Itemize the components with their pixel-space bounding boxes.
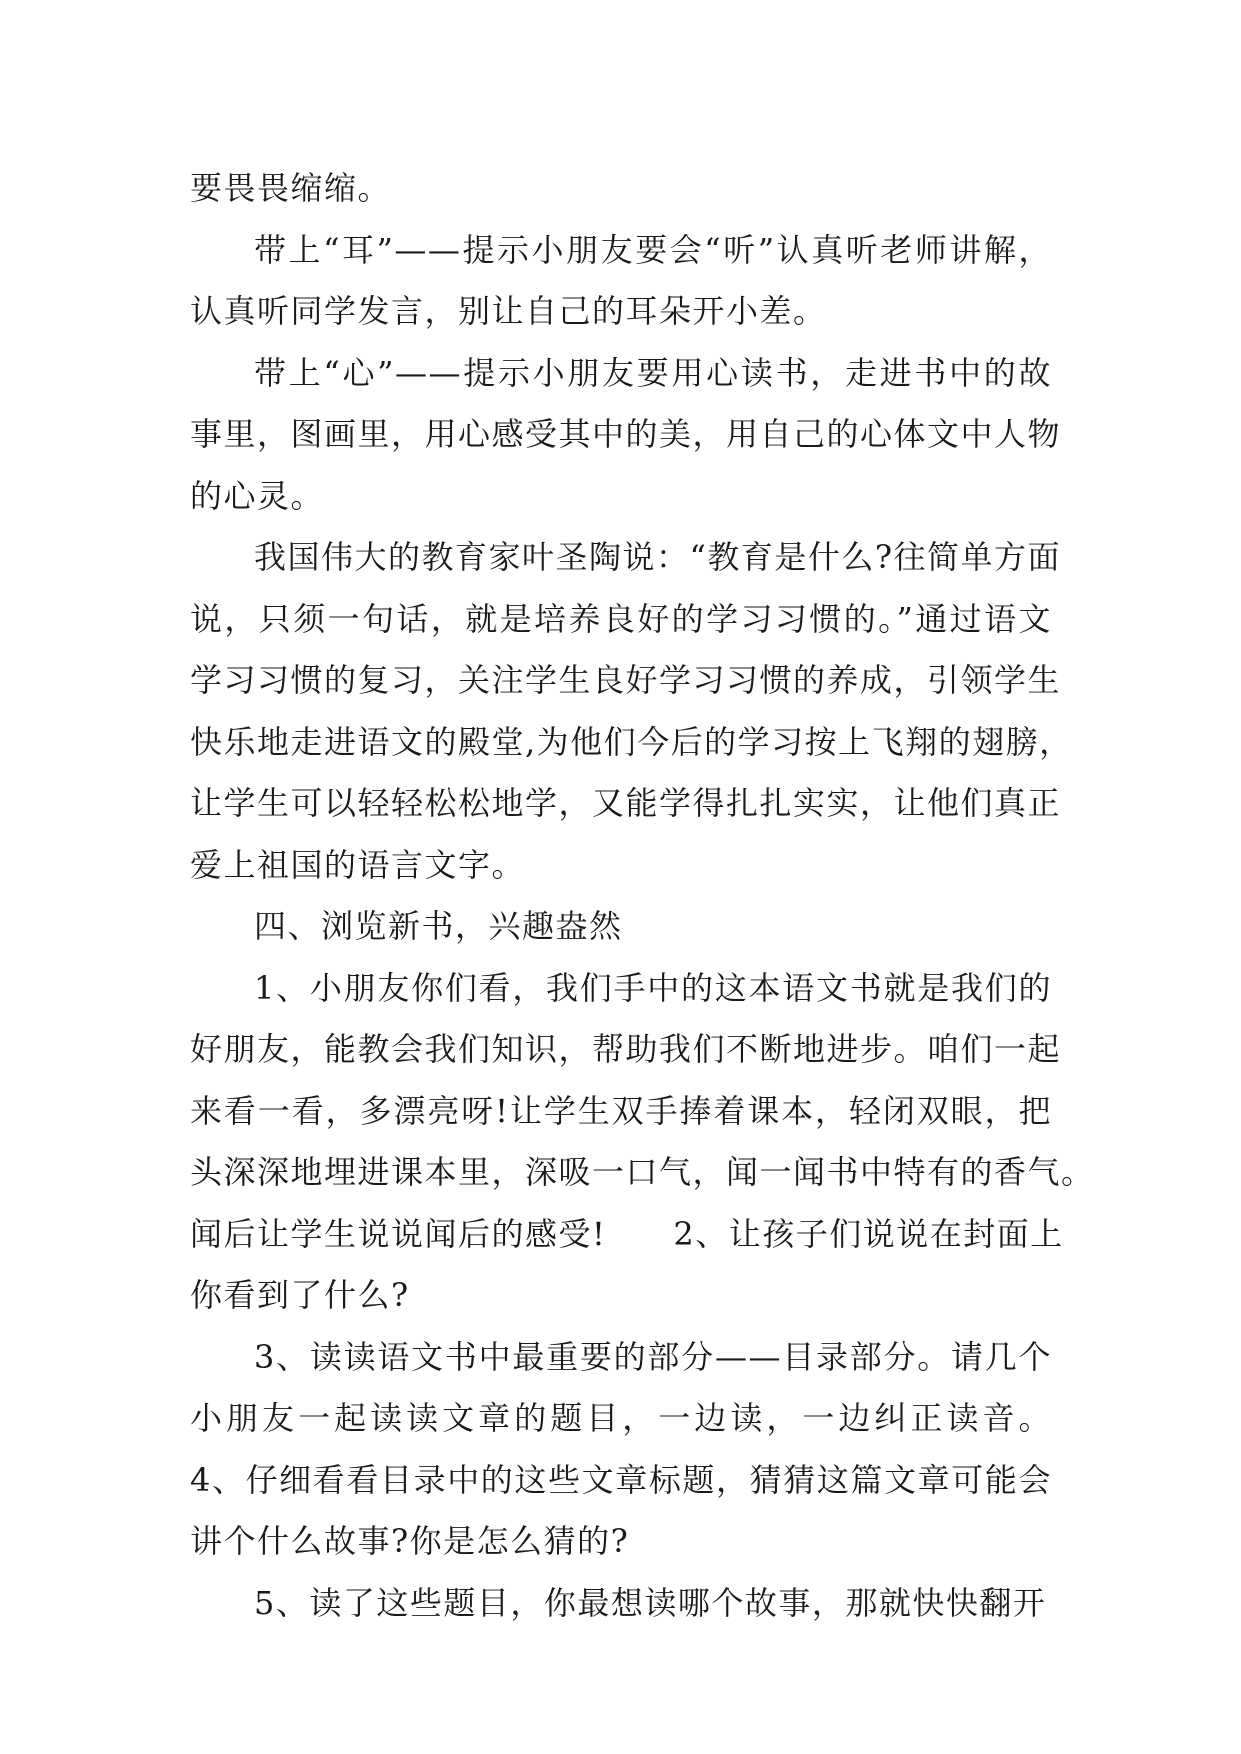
paragraph-line: 要畏畏缩缩。 <box>190 169 392 207</box>
paragraph-line: 四、浏览新书，兴趣盎然 <box>254 907 623 945</box>
paragraph-line: 事里，图画里，用心感受其中的美，用自己的心体文中人物 <box>190 415 1062 453</box>
paragraph-line: 说，只须一句话，就是培养良好的学习习惯的。”通过语文 <box>190 599 1052 638</box>
paragraph <box>190 896 1052 958</box>
paragraph-line: 爱上祖国的语言文字。 <box>190 845 526 884</box>
paragraph <box>190 527 1073 896</box>
paragraph <box>190 1327 1052 1573</box>
paragraph <box>190 1573 1052 1635</box>
paragraph-line: 讲个什么故事?你是怎么猜的? <box>190 1522 630 1560</box>
paragraph <box>190 158 1052 220</box>
document-body <box>190 158 1095 1634</box>
paragraph <box>190 958 1095 1327</box>
paragraph-line: 的心灵。 <box>190 476 325 515</box>
paragraph-line: 我国伟大的教育家叶圣陶说：“教育是什么?往简单方面 <box>254 538 1062 576</box>
paragraph-line: 闻后让学生说说闻后的感受! 2、让孩子们说说在封面上 <box>190 1214 1064 1253</box>
paragraph-line: 带上“心”——提示小朋友要用心读书，走进书中的故 <box>254 353 1052 392</box>
paragraph-line: 3、读读语文书中最重要的部分——目录部分。请几个 <box>254 1337 1052 1376</box>
paragraph-line: 1、小朋友你们看，我们手中的这本语文书就是我们的 <box>254 968 1052 1007</box>
paragraph-line: 快乐地走进语文的殿堂,为他们今后的学习按上飞翔的翅膀， <box>190 722 1073 761</box>
paragraph <box>190 343 1062 528</box>
paragraph-line: 好朋友，能教会我们知识，帮助我们不断地进步。咱们一起 <box>190 1030 1062 1068</box>
paragraph-line: 让学生可以轻轻松松地学，又能学得扎扎实实，让他们真正 <box>190 784 1062 822</box>
paragraph-line: 来看一看，多漂亮呀!让学生双手捧着课本，轻闭双眼，把 <box>190 1091 1052 1130</box>
paragraph-line: 头深深地埋进课本里，深吸一口气，闻一闻书中特有的香气。 <box>190 1153 1095 1191</box>
paragraph-line: 你看到了什么? <box>190 1276 410 1314</box>
paragraph <box>190 220 1052 343</box>
paragraph-line: 5、读了这些题目，你最想读哪个故事，那就快快翻开 <box>254 1583 1047 1622</box>
paragraph-line: 带上“耳”——提示小朋友要会“听”认真听老师讲解， <box>254 230 1052 269</box>
paragraph-line: 小朋友一起读读文章的题目，一边读，一边纠正读音。 <box>190 1399 1052 1437</box>
paragraph-line: 学习习惯的复习，关注学生良好学习习惯的养成，引领学生 <box>190 661 1062 699</box>
paragraph-line: 认真听同学发言，别让自己的耳朵开小差。 <box>190 292 827 330</box>
paragraph-line: 4、仔细看看目录中的这些文章标题，猜猜这篇文章可能会 <box>190 1460 1052 1499</box>
